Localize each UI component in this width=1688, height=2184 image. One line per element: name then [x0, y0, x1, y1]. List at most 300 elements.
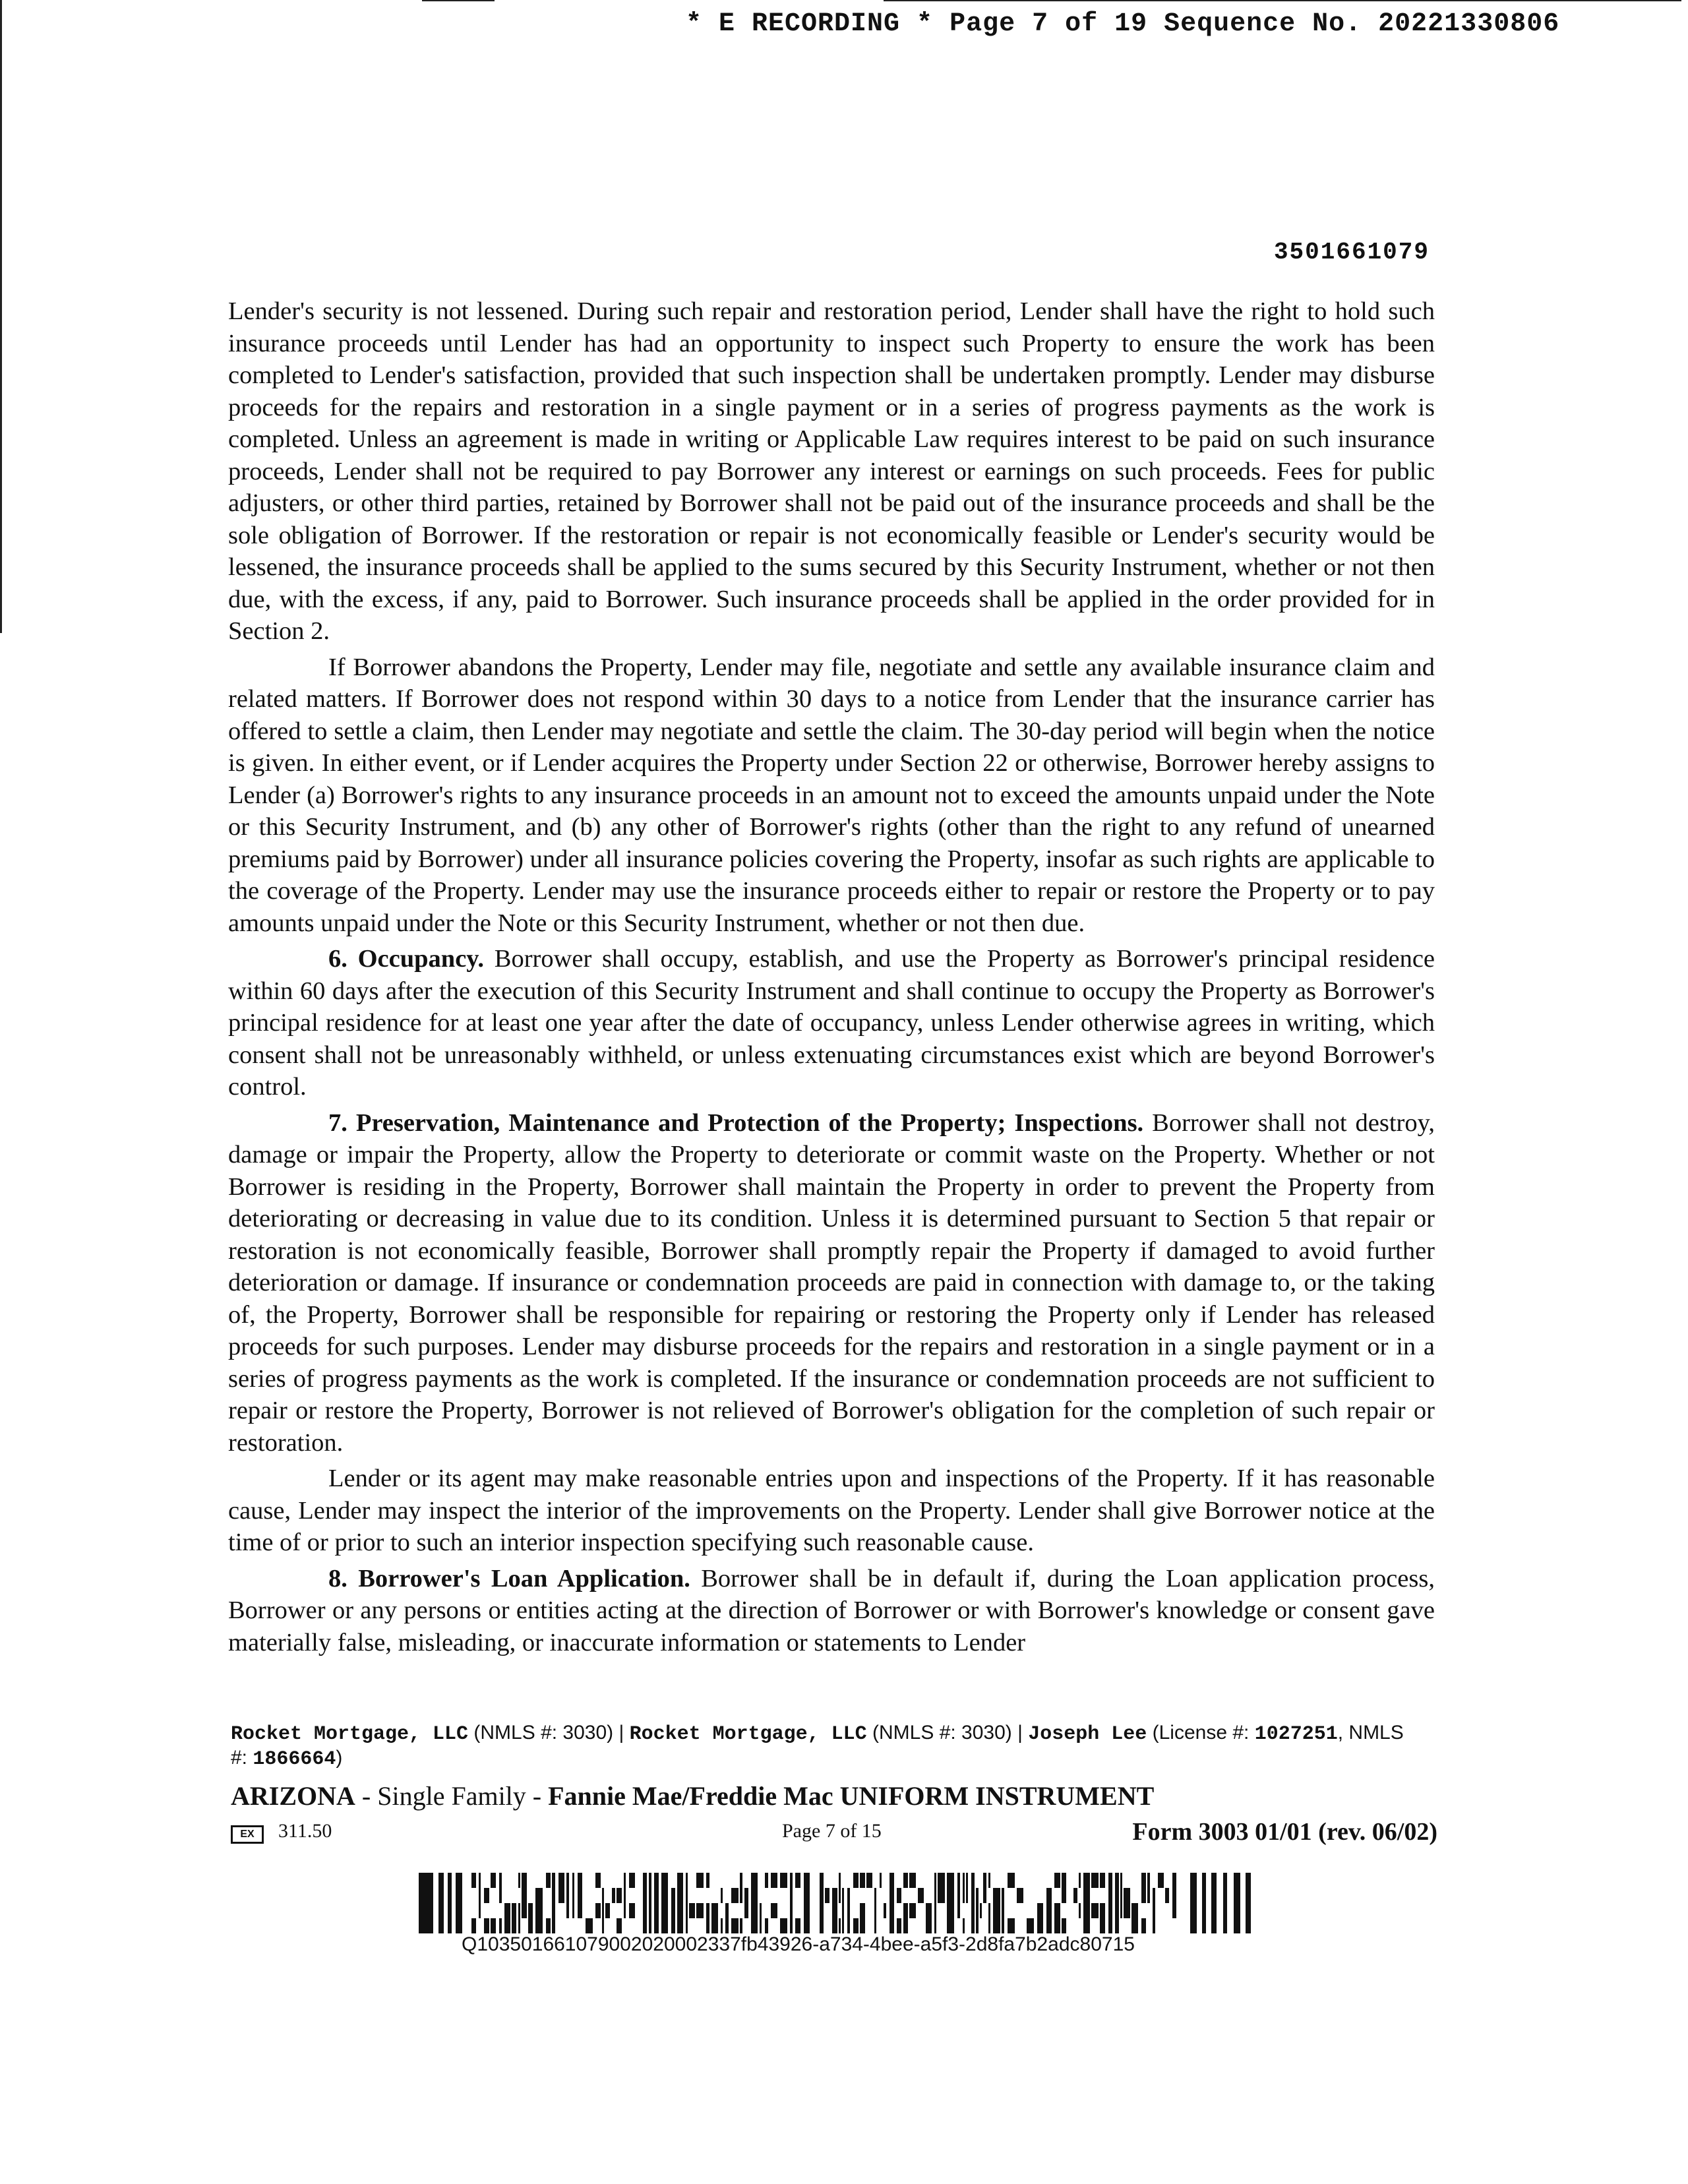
barcode-bar: [874, 1888, 876, 1903]
barcode-bar: [1046, 1903, 1052, 1918]
barcode-bar: [484, 1888, 489, 1903]
barcode-bar: [847, 1888, 850, 1903]
barcode-bar: [484, 1918, 489, 1933]
barcode-bar: [947, 1888, 954, 1903]
barcode-bar: [1172, 1873, 1176, 1888]
barcode-bar: [504, 1918, 510, 1933]
barcode-bar: [1008, 1873, 1015, 1888]
barcode-bar: [649, 1888, 651, 1903]
barcode-bar: [518, 1873, 520, 1888]
barcode-bar: [744, 1903, 748, 1918]
barcode-bar: [820, 1888, 824, 1903]
barcode-bar: [546, 1873, 551, 1888]
loan-number: 3501661079: [1273, 239, 1430, 266]
barcode-bar: [897, 1918, 901, 1933]
barcode-bar: [419, 1873, 433, 1933]
section-7-preservation: [228, 1107, 1435, 1459]
recording-header: * E RECORDING * Page 7 of 19 Sequence No. 20221330806: [686, 9, 1560, 39]
barcode-bar: [740, 1918, 742, 1933]
barcode-bar: [671, 1918, 675, 1933]
barcode-bar: [1147, 1888, 1150, 1903]
barcode-bar: [740, 1888, 742, 1903]
barcode-bar: [471, 1873, 476, 1888]
barcode-bar: [552, 1888, 555, 1903]
barcode-bar: [988, 1918, 990, 1933]
barcode-bar: [971, 1873, 975, 1888]
barcode-bar: [934, 1918, 936, 1933]
barcode-bar: [1172, 1888, 1176, 1903]
barcode-bar: [578, 1903, 582, 1918]
section-text: Borrower shall not destroy, damage or impair the Property, allow the Property to deteriorate or commit waste on the Property. Whether or not Borrower is residing in the Property, Borrower shall maintain the Property in order to prevent the Property from deteriorating or decreasing in value due to its condition. Unless it is determined pursuant to Section 5 that repair or restoration is not economically feasible, Borrower shall promptly repair the Property if damaged to avoid further deterioration or damage. If insurance or condemnation proceeds are paid in connection with damage to, or the taking of, the Property, Borrower shall be responsible for repairing or restoring the Property only if Lender has released proceeds for such purposes. Lender may disburse proceeds for the repairs and restoration in a single payment or in a series of progress payments as the work is completed. If the insurance or condemnation proceeds are not sufficient to repair or restore the Property, Borrower is not relieved of Borrower's obligation for the completion of such repair or restoration.: [228, 1108, 1435, 1457]
barcode-bar: [586, 1918, 593, 1933]
barcode-bar: [1158, 1873, 1164, 1888]
barcode-bar: [479, 1873, 481, 1888]
barcode-bar: [661, 1918, 668, 1933]
barcode-bar: [842, 1903, 844, 1918]
barcode-bar: [671, 1903, 675, 1918]
barcode-bar: [760, 1918, 762, 1933]
barcode-bar: [889, 1918, 894, 1933]
barcode-bar: [535, 1903, 543, 1918]
barcode-bar: [1108, 1873, 1112, 1888]
form-code: 311.50: [278, 1820, 332, 1842]
barcode-bar: [654, 1903, 659, 1918]
barcode-bar: [677, 1873, 683, 1888]
barcode-bar: [1054, 1918, 1060, 1933]
barcode-bar: [1002, 1888, 1004, 1903]
barcode-bar: [903, 1918, 908, 1933]
barcode-bar: [1115, 1903, 1119, 1918]
barcode-bar: [832, 1903, 837, 1918]
barcode-bar: [518, 1903, 520, 1918]
barcode-bar: [1172, 1903, 1176, 1918]
barcode-bar: [512, 1903, 516, 1918]
barcode-bar: [522, 1903, 527, 1918]
barcode-bar: [1062, 1888, 1066, 1903]
barcode-bar: [1115, 1918, 1119, 1933]
barcode-bar: [934, 1873, 936, 1888]
barcode-bar: [602, 1903, 604, 1918]
barcode-bar: [909, 1873, 916, 1888]
barcode-bar: [491, 1873, 496, 1888]
barcode-bar: [1079, 1903, 1081, 1918]
barcode-bar: [934, 1903, 936, 1918]
barcode-bar: [903, 1873, 908, 1888]
barcode-bar: [853, 1918, 859, 1933]
section-6-occupancy: [228, 943, 1435, 1103]
barcode-bar: [1054, 1873, 1060, 1888]
barcode-bar: [1008, 1918, 1015, 1933]
barcode-bar: [572, 1903, 574, 1918]
barcode-bar: [971, 1918, 975, 1933]
barcode-bar: [790, 1903, 793, 1918]
barcode-caption: Q103501661079002020002337fb43926-a734-4bee-a5f3-2d8fa7b2adc80715: [462, 1933, 1135, 1955]
lender-nmls: (NMLS #: 3030) |: [468, 1722, 630, 1744]
barcode-bar: [971, 1888, 975, 1903]
barcode-bar: [1120, 1888, 1122, 1903]
barcode-bar: [499, 1873, 502, 1888]
barcode-bar: [546, 1918, 551, 1933]
barcode-bar: [731, 1888, 738, 1903]
barcode-bar: [765, 1873, 768, 1888]
barcode-bar: [689, 1903, 695, 1918]
barcode-bar: [780, 1873, 787, 1888]
barcode-bar: [1147, 1873, 1150, 1888]
barcode-bar: [558, 1873, 564, 1888]
barcode-bar: [966, 1888, 968, 1903]
barcode-bar: [686, 1903, 688, 1918]
barcode-bar: [839, 1918, 841, 1933]
barcode-bar: [499, 1888, 502, 1903]
barcode-bar: [825, 1888, 829, 1903]
barcode-bar: [1141, 1873, 1146, 1888]
barcode-bar: [957, 1903, 960, 1918]
barcode-bar: [605, 1903, 610, 1918]
barcode-bar: [677, 1888, 683, 1903]
scan-top-line: [422, 0, 495, 1]
barcode-bar: [1108, 1888, 1112, 1903]
barcode-bar: [1091, 1873, 1099, 1888]
barcode-bar: [988, 1873, 990, 1888]
barcode-bar: [438, 1873, 444, 1933]
section-text: Borrower shall occupy, establish, and use the Property as Borrower's principal residence within 60 days after the execution of this Security Instrument and shall continue to occupy the Property as Borrower's principal residence for at least one year after the date of occupancy, unless Lender otherwise agrees in writing, which consent shall not be unreasonably withheld, or unless extenuating circumstances exist which are beyond Borrower's control.: [228, 945, 1435, 1101]
barcode-bar: [909, 1903, 916, 1918]
barcode-bar: [926, 1918, 932, 1933]
lender-nmls: (NMLS #: 3030) |: [866, 1722, 1029, 1744]
barcode-bar: [456, 1873, 462, 1933]
barcode-bar: [1120, 1903, 1122, 1918]
barcode-bar: [1115, 1888, 1119, 1903]
barcode-bar: [874, 1903, 876, 1918]
lender-name: Rocket Mortgage, LLC: [231, 1723, 469, 1745]
nmls-number: 1866664: [253, 1748, 336, 1771]
barcode-bar: [966, 1873, 968, 1888]
license-label: (License #:: [1147, 1722, 1255, 1744]
barcode-bar: [804, 1903, 810, 1918]
barcode-bar: [499, 1918, 502, 1933]
barcode-bar: [595, 1873, 601, 1888]
lender-name: Rocket Mortgage, LLC: [629, 1723, 867, 1745]
barcode-bar: [725, 1918, 729, 1933]
barcode-bar: [677, 1918, 683, 1933]
barcode-bar: [957, 1888, 960, 1903]
barcode-bar: [1124, 1888, 1130, 1903]
barcode-bar: [780, 1918, 787, 1933]
barcode-bar: [706, 1903, 709, 1918]
barcode-bar: [804, 1918, 810, 1933]
barcode-bar: [677, 1903, 683, 1918]
state-name: ARIZONA: [231, 1781, 355, 1811]
barcode-bar: [471, 1918, 476, 1933]
barcode-bar: [1054, 1903, 1060, 1918]
paragraph-inspections: Lender or its agent may make reasonable entries upon and inspections of the Property. If it has reasonable cause, Lender may inspect the interior of the improvements on the Property. Lender shall give Borrower notice at the time of or prior to such an interior inspection specifying such reasonable cause.: [228, 1465, 1435, 1556]
barcode-bar: [624, 1903, 626, 1918]
barcode-bar: [820, 1918, 824, 1933]
barcode-bar: [765, 1918, 768, 1933]
barcode-bar: [1246, 1873, 1251, 1933]
barcode-bar: [1211, 1873, 1217, 1933]
barcode-bar: [963, 1888, 965, 1903]
barcode-bar: [889, 1903, 894, 1918]
barcode-bar: [504, 1903, 510, 1918]
barcode-bar: [938, 1873, 945, 1888]
barcode-bar: [934, 1888, 936, 1903]
barcode-bar: [1062, 1918, 1066, 1933]
barcode-bar: [1190, 1873, 1197, 1933]
barcode-bar: [558, 1888, 564, 1903]
paragraph-abandonment: If Borrower abandons the Property, Lender may file, negotiate and settle any available insurance claim and related matters. If Borrower does not respond within 30 days to a notice from Lender that the insurance carrier has offered to settle a claim, then Lender may negotiate and settle the claim. The 30-day period will begin when the notice is given. In either event, or if Lender acquires the Property under Section 22 or otherwise, Borrower hereby assigns to Lender (a) Borrower's rights to any insurance proceeds in an amount not to exceed the amounts unpaid under the Note or this Security Instrument, and (b) any other of Borrower's rights (other than the right to any refund of unearned premiums paid by Borrower) under all insurance policies covering the Property, insofar as such rights are applicable to the coverage of the Property. Lender may use the insurance proceeds either to repair or restore the Property or to pay amounts unpaid under the Note or this Security Instrument, whether or not then due.: [228, 653, 1435, 937]
barcode-bar: [751, 1873, 758, 1888]
barcode-bar: [740, 1873, 742, 1888]
barcode-bar: [721, 1888, 723, 1903]
barcode-bar: [1120, 1873, 1122, 1888]
barcode-bar: [804, 1873, 810, 1888]
barcode-bar: [654, 1888, 659, 1903]
barcode-bar: [1115, 1873, 1119, 1888]
barcode-bar: [832, 1918, 837, 1933]
barcode-bar: [1100, 1918, 1105, 1933]
barcode-bar: [760, 1903, 762, 1918]
barcode-bar: [988, 1903, 990, 1918]
barcode-bar: [889, 1873, 894, 1888]
barcode-bar: [654, 1918, 659, 1933]
barcode-bar: [842, 1918, 844, 1933]
barcode-bar: [566, 1873, 569, 1888]
barcode-bar: [661, 1888, 668, 1903]
barcode-bar: [947, 1918, 954, 1933]
barcode-bar: [629, 1903, 635, 1918]
barcode-bar: [528, 1903, 533, 1918]
barcode-bar: [711, 1918, 718, 1933]
barcode-bar: [552, 1873, 555, 1888]
barcode-bar: [751, 1903, 758, 1918]
form-id: Form 3003 01/01 (rev. 06/02): [1132, 1818, 1437, 1846]
barcode-bar: [1017, 1888, 1023, 1903]
barcode-bar: [993, 1888, 1000, 1903]
barcode-bar: [1234, 1873, 1240, 1933]
barcode-bar: [1124, 1903, 1130, 1918]
scan-top-line-right: [884, 0, 1681, 1]
barcode-bar: [884, 1903, 886, 1918]
barcode-bar: [1131, 1918, 1138, 1933]
barcode-bar: [479, 1888, 481, 1903]
barcode-bar: [1046, 1918, 1052, 1933]
barcode-bar: [686, 1873, 688, 1888]
barcode-bar: [751, 1888, 758, 1903]
barcode-bar: [654, 1873, 659, 1888]
lender-credit-line: [231, 1721, 1418, 1771]
barcode-bar: [926, 1903, 932, 1918]
barcode-bar: [1083, 1903, 1090, 1918]
barcode-bar: [686, 1888, 688, 1903]
barcode-bar: [643, 1873, 647, 1888]
barcode-bar: [1037, 1903, 1043, 1918]
barcode-bar: [820, 1903, 824, 1918]
barcode-bar: [1153, 1918, 1155, 1933]
barcode-bar: [847, 1903, 850, 1918]
barcode-bar: [522, 1873, 527, 1888]
barcode-bar: [491, 1918, 496, 1933]
barcode-bar: [1091, 1903, 1099, 1918]
barcode-bar: [528, 1918, 533, 1933]
barcode-bar: [686, 1918, 688, 1933]
barcode-bar: [839, 1888, 841, 1903]
barcode-bar: [649, 1873, 651, 1888]
barcode-bar: [880, 1873, 882, 1888]
barcode-bar: [866, 1873, 872, 1888]
section-heading: 6. Occupancy.: [328, 945, 485, 973]
barcode-bar: [957, 1873, 960, 1888]
barcode-bar: [512, 1918, 516, 1933]
barcode-bar: [566, 1888, 569, 1903]
barcode-bar: [1079, 1873, 1081, 1888]
barcode-bar: [983, 1873, 986, 1888]
barcode-bar: [1083, 1873, 1090, 1888]
barcode-bar: [1083, 1918, 1090, 1933]
barcode-bar: [790, 1888, 793, 1903]
barcode-bar: [661, 1873, 668, 1888]
barcode-bar: [1153, 1903, 1155, 1918]
close-paren: ): [336, 1747, 343, 1769]
barcode-bar: [1100, 1873, 1105, 1888]
barcode-bar: [552, 1918, 555, 1933]
barcode-bar: [1165, 1888, 1169, 1903]
barcode-bar: [842, 1888, 844, 1903]
barcode-bar: [751, 1918, 758, 1933]
form-info-row: [231, 1817, 1437, 1850]
barcode-bar: [1002, 1918, 1004, 1933]
barcode-bar: [617, 1888, 622, 1903]
barcode-bar: [572, 1888, 574, 1903]
barcode-bar: [1202, 1873, 1206, 1933]
barcode-bar: [1108, 1918, 1112, 1933]
barcode-bar: [889, 1888, 894, 1903]
barcode-bar: [980, 1903, 982, 1918]
paragraph-insurance-repair: Lender's security is not lessened. During such repair and restoration period, Lender shall have the right to hold such insurance proceeds until Lender has had an opportunity to inspect such Property to ensure the work has been completed to Lender's satisfaction, provided that such inspection shall be undertaken promptly. Lender may disburse proceeds for the repairs and restoration in a single payment or in a series of progress payments as the work is completed. Unless an agreement is made in writing or Applicable Law requires interest to be paid on such insurance proceeds, Lender shall not be required to pay Borrower any interest or earnings on such proceeds. Fees for public adjusters, or other third parties, retained by Borrower shall not be paid out of the insurance proceeds and shall be the sole obligation of Borrower. If the restoration or repair is not economically feasible or Lender's security would be lessened, the insurance proceeds shall be applied to the sums secured by this Security Instrument, whether or not then due, with the excess, if any, paid to Borrower. Such insurance proceeds shall be applied in the order provided for in Section 2.: [228, 297, 1435, 645]
barcode-bar: [1141, 1888, 1146, 1903]
barcode-bar: [624, 1873, 626, 1888]
barcode-bar: [771, 1903, 777, 1918]
barcode-bar: [1223, 1873, 1227, 1933]
barcode: [419, 1873, 1256, 1933]
form-title: [231, 1780, 1154, 1811]
barcode-bar: [629, 1873, 635, 1888]
barcode-bar: [1083, 1888, 1090, 1903]
document-body: [228, 295, 1435, 1662]
barcode-bar: [572, 1873, 574, 1888]
barcode-bar: [993, 1903, 1000, 1918]
barcode-bar: [771, 1873, 777, 1888]
barcode-bar: [671, 1888, 675, 1903]
originator-name: Joseph Lee: [1028, 1723, 1147, 1745]
barcode-bar: [963, 1873, 965, 1888]
barcode-bar: [820, 1873, 824, 1888]
scan-edge-line: [0, 0, 2, 633]
barcode-bar: [983, 1888, 986, 1903]
barcode-bar: [602, 1888, 604, 1903]
barcode-bar: [595, 1903, 601, 1918]
barcode-bar: [993, 1918, 1000, 1933]
barcode-bar: [643, 1918, 647, 1933]
barcode-bar: [847, 1918, 850, 1933]
barcode-bar: [976, 1903, 979, 1918]
barcode-bar: [661, 1903, 668, 1918]
barcode-bar: [976, 1888, 979, 1903]
form-logo-icon: EX: [231, 1825, 264, 1844]
barcode-bar: [1073, 1888, 1077, 1903]
license-number: 1027251: [1254, 1723, 1338, 1745]
barcode-bar: [947, 1903, 954, 1918]
barcode-bar: [643, 1903, 647, 1918]
barcode-bar: [903, 1903, 908, 1918]
barcode-bar: [795, 1918, 800, 1933]
barcode-bar: [1002, 1903, 1004, 1918]
barcode-bar: [566, 1903, 569, 1918]
section-heading: 8. Borrower's Loan Application.: [328, 1564, 690, 1592]
nmls-label: , NMLS #:: [231, 1722, 1404, 1769]
page-number: Page 7 of 15: [782, 1820, 882, 1842]
barcode-bar: [1153, 1888, 1155, 1903]
barcode-bar: [860, 1918, 865, 1933]
barcode-bar: [1027, 1918, 1034, 1933]
barcode-bar: [725, 1903, 729, 1918]
barcode-bar: [1141, 1918, 1146, 1933]
barcode-bar: [578, 1873, 582, 1888]
barcode-bar: [612, 1888, 615, 1903]
barcode-bar: [578, 1888, 582, 1903]
barcode-bar: [522, 1888, 527, 1903]
barcode-bar: [947, 1873, 954, 1888]
form-type: - Single Family -: [355, 1781, 549, 1811]
barcode-bar: [860, 1903, 865, 1918]
instrument-name: Fannie Mae/Freddie Mac UNIFORM INSTRUMENT: [548, 1781, 1155, 1811]
barcode-bar: [1046, 1888, 1052, 1903]
barcode-bar: [897, 1888, 901, 1903]
barcode-bar: [790, 1918, 793, 1933]
barcode-bar: [706, 1873, 709, 1888]
barcode-bar: [804, 1888, 810, 1903]
barcode-bar: [832, 1888, 837, 1903]
barcode-bar: [535, 1918, 543, 1933]
barcode-bar: [731, 1918, 738, 1933]
barcode-bar: [1062, 1873, 1066, 1888]
barcode-bar: [479, 1903, 481, 1918]
barcode-bar: [448, 1873, 452, 1933]
barcode-bar: [744, 1888, 748, 1903]
barcode-bar: [518, 1918, 520, 1933]
barcode-bar: [1037, 1918, 1043, 1933]
barcode-bar: [711, 1903, 718, 1918]
barcode-bar: [706, 1918, 709, 1933]
barcode-bar: [696, 1903, 704, 1918]
barcode-bar: [617, 1918, 622, 1933]
section-heading: 7. Preservation, Maintenance and Protection of the Property; Inspections.: [328, 1108, 1144, 1137]
barcode-bar: [649, 1903, 651, 1918]
section-8-loan-application: [228, 1563, 1435, 1659]
barcode-bar: [874, 1918, 876, 1933]
barcode-bar: [649, 1918, 651, 1933]
barcode-bar: [602, 1918, 604, 1933]
barcode-bar: [721, 1918, 723, 1933]
barcode-bar: [552, 1903, 555, 1918]
barcode-bar: [624, 1888, 626, 1903]
barcode-bar: [918, 1888, 924, 1903]
barcode-bar: [535, 1888, 543, 1903]
barcode-bar: [1100, 1903, 1105, 1918]
barcode-bar: [696, 1873, 704, 1888]
barcode-bar: [1131, 1903, 1138, 1918]
barcode-bar: [790, 1873, 793, 1888]
